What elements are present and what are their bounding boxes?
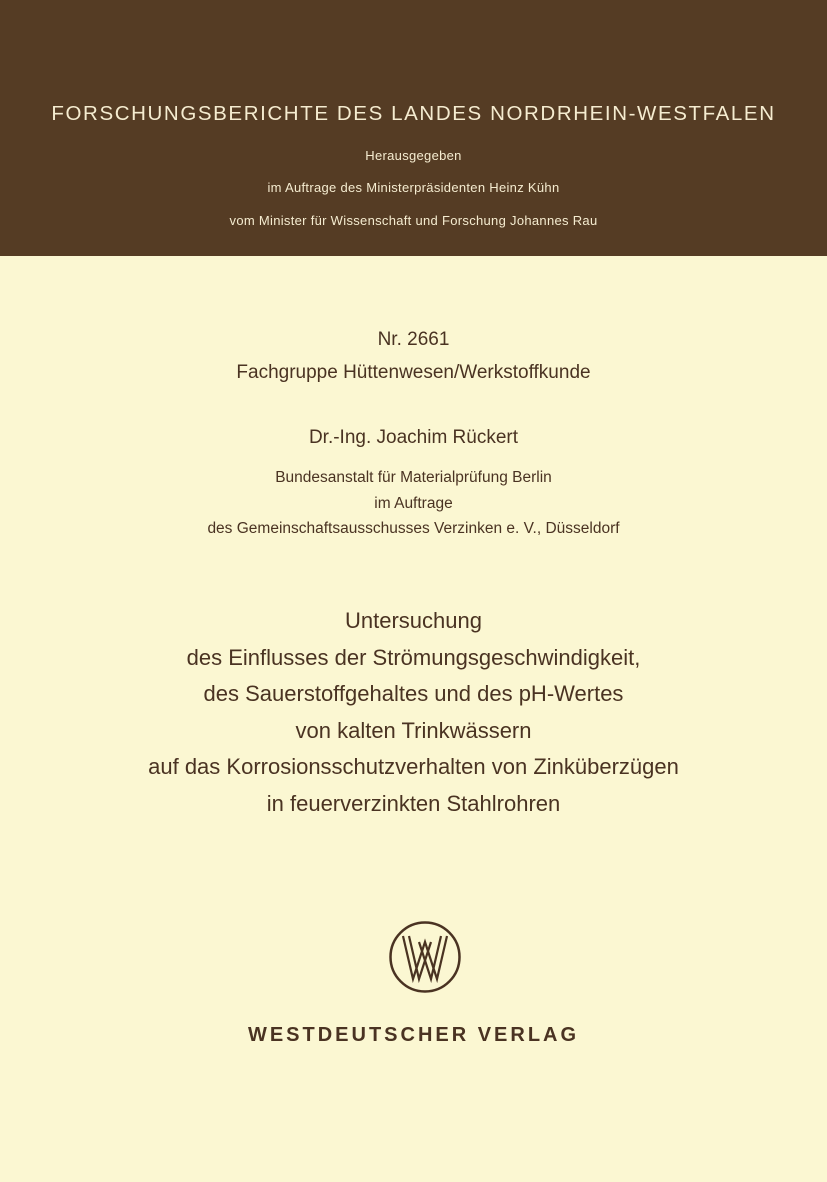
title-line-4: von kalten Trinkwässern [295, 717, 532, 743]
book-title [0, 603, 827, 822]
affiliation-line-1: Bundesanstalt für Materialprüfung Berlin [275, 469, 552, 486]
series-title: FORSCHUNGSBERICHTE DES LANDES NORDRHEIN-WESTFALEN [51, 102, 776, 125]
title-line-1: Untersuchung [345, 608, 482, 633]
title-line-6: in feuerverzinkten Stahlrohren [266, 790, 561, 816]
editor-line-1: Herausgegeben [365, 148, 462, 163]
cover-header-band [0, 0, 827, 256]
publisher-name: WESTDEUTSCHER VERLAG [247, 1024, 580, 1046]
affiliation-line-2: im Auftrage [374, 495, 453, 512]
affiliation-line-3: des Gemeinschaftsausschusses Verzinken e. V., Düsseldorf [207, 520, 620, 537]
report-group: Fachgruppe Hüttenwesen/Werkstoffkunde [236, 362, 591, 383]
author-name: Dr.-Ing. Joachim Rückert [308, 427, 519, 448]
title-line-5: auf das Korrosionsschutzverhalten von Zinküberzügen [148, 754, 679, 779]
editor-line-2: im Auftrage des Ministerpräsidenten Heinz Kühn [267, 180, 560, 195]
editor-line-3: vom Minister für Wissenschaft und Forschung Johannes Rau [229, 213, 598, 228]
report-number: Nr. 2661 [377, 329, 450, 350]
title-line-2: des Einflusses der Strömungsgeschwindigkeit, [186, 644, 641, 670]
title-line-3: des Sauerstoffgehaltes und des pH-Wertes [203, 681, 624, 706]
ww-circle-logo-icon [388, 920, 462, 994]
